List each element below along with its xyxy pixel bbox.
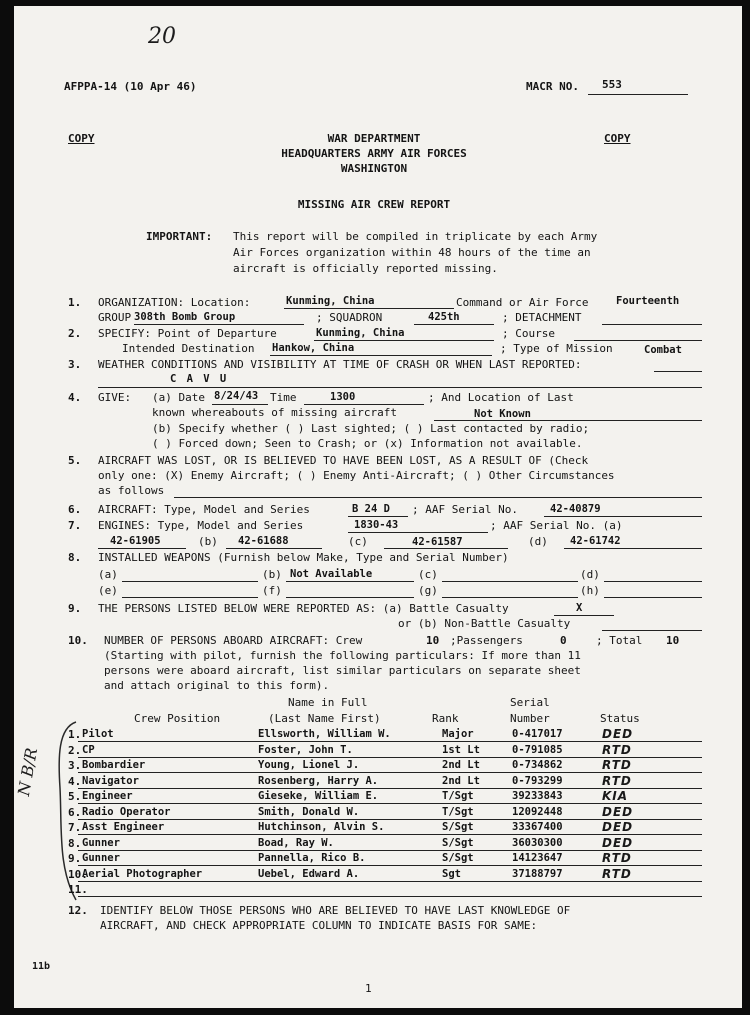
row-number: 9. <box>68 852 82 865</box>
row-rank: S/Sgt <box>442 837 474 849</box>
forced-down-line: ( ) Forced down; Seen to Crash; or (x) Information not available. <box>152 437 583 450</box>
engine-c-value: 42-61587 <box>412 536 463 548</box>
important-line-2: Air Forces organization within 48 hours of the time an <box>233 246 591 259</box>
weapon-f-label: (f) <box>262 584 282 597</box>
weapon-c-label: (c) <box>418 568 438 581</box>
headquarters-name: HEADQUARTERS ARMY AIR FORCES <box>281 147 467 160</box>
row-number: 4. <box>68 775 82 788</box>
row-position: Radio Operator <box>82 806 171 818</box>
passengers-label: ;Passengers <box>450 634 523 647</box>
footer-left-mark: 11b <box>32 961 51 972</box>
row-status: RTD <box>602 774 632 788</box>
macr-label: MACR NO. <box>526 80 579 93</box>
whereabouts-value: Not Known <box>474 408 531 420</box>
page-title: MISSING AIR CREW REPORT <box>297 198 451 211</box>
row-name: Uebel, Edward A. <box>258 868 360 880</box>
row-position: Aerial Photographer <box>82 868 203 880</box>
engine-c-label: (c) <box>348 535 368 548</box>
date-value: 8/24/43 <box>214 390 259 402</box>
copy-right: COPY <box>604 132 631 145</box>
departure-value: Kunming, China <box>316 327 405 339</box>
weapons-value: Not Available <box>290 568 373 580</box>
row-number: 2. <box>68 744 82 757</box>
header-status: Status <box>600 712 640 725</box>
row-rank: T/Sgt <box>442 806 474 818</box>
row-rank: 2nd Lt <box>442 775 480 787</box>
command-value: Fourteenth <box>616 295 680 307</box>
important-line-3: aircraft is officially reported missing. <box>233 262 498 275</box>
row-rule <box>78 881 702 882</box>
aircraft-serial-label: ; AAF Serial No. <box>412 503 518 516</box>
item-1-number: 1. <box>68 296 82 309</box>
important-line-1: This report will be compiled in triplicate by each Army <box>233 230 598 243</box>
location-value: Kunming, China <box>286 295 375 307</box>
weapon-h-label: (h) <box>580 584 600 597</box>
row-name: Rosenberg, Harry A. <box>258 775 379 787</box>
row-status: KIA <box>602 789 629 803</box>
engines-label: ENGINES: Type, Model and Series <box>98 519 304 532</box>
row-rank: 1st Lt <box>442 744 480 756</box>
row-serial: 0-734862 <box>512 759 563 771</box>
row-rule <box>78 772 702 773</box>
weapon-g-label: (g) <box>418 584 438 597</box>
row-status: RTD <box>602 851 632 865</box>
detachment-label: ; DETACHMENT <box>502 311 582 324</box>
row-status: RTD <box>602 867 632 881</box>
persons-aboard-label: NUMBER OF PERSONS ABOARD AIRCRAFT: Crew <box>104 634 363 647</box>
form-id: AFPPA-14 (10 Apr 46) <box>64 80 197 93</box>
item-2-number: 2. <box>68 327 82 340</box>
row-serial: 39233843 <box>512 790 563 802</box>
row-rule <box>78 741 702 742</box>
row-status: RTD <box>602 758 632 772</box>
header-last-name-first: (Last Name First) <box>268 712 381 725</box>
header-serial: Serial <box>510 696 550 709</box>
row-serial: 36030300 <box>512 837 563 849</box>
group-value: 308th Bomb Group <box>134 311 236 323</box>
engine-serial-label: ; AAF Serial No. (a) <box>490 519 623 532</box>
header-number: Number <box>510 712 550 725</box>
reported-as-label: THE PERSONS LISTED BELOW WERE REPORTED AS: (a) Battle Casualty <box>98 602 509 615</box>
command-label: Command or Air Force <box>456 296 589 309</box>
row-number: 3. <box>68 759 82 772</box>
row-name: Foster, John T. <box>258 744 353 756</box>
row-rank: S/Sgt <box>442 852 474 864</box>
non-battle-label: or (b) Non-Battle Casualty <box>398 617 571 630</box>
item-9-number: 9. <box>68 602 82 615</box>
give-label: GIVE: <box>98 391 132 404</box>
course-label: ; Course <box>502 327 555 340</box>
particulars-line-1: (Starting with pilot, furnish the following particulars: If more than 11 <box>104 649 581 662</box>
specify-line: (b) Specify whether ( ) Last sighted; ( ) Last contacted by radio; <box>152 422 590 435</box>
row-status: DED <box>602 836 634 850</box>
battle-casualty-mark: X <box>576 602 583 614</box>
row-number: 10. <box>68 868 88 881</box>
aircraft-type-value: B 24 D <box>352 503 390 515</box>
loss-cause-line-3: as follows <box>98 484 165 497</box>
row-position: Gunner <box>82 837 120 849</box>
engine-b-label: (b) <box>198 535 218 548</box>
date-label: (a) Date <box>152 391 205 404</box>
item-7-number: 7. <box>68 519 82 532</box>
weapon-e-label: (e) <box>98 584 118 597</box>
total-label: ; Total <box>596 634 643 647</box>
row-rank: Sgt <box>442 868 461 880</box>
item-10-number: 10. <box>68 634 88 647</box>
weapon-b-label: (b) <box>262 568 282 581</box>
row-status: DED <box>602 805 634 819</box>
engine-a-value: 42-61905 <box>110 535 161 547</box>
item-4-number: 4. <box>68 391 82 404</box>
row-serial: 0-791085 <box>512 744 563 756</box>
group-label: GROUP <box>98 311 132 324</box>
row-name: Young, Lionel J. <box>258 759 360 771</box>
row-rank: S/Sgt <box>442 821 474 833</box>
squadron-value: 425th <box>428 311 460 323</box>
time-label: Time <box>270 391 297 404</box>
identify-line-2: AIRCRAFT, AND CHECK APPROPRIATE COLUMN TO INDICATE BASIS FOR SAME: <box>100 919 538 932</box>
row-number: 6. <box>68 806 82 819</box>
row-name: Boad, Ray W. <box>258 837 334 849</box>
row-name: Gieseke, William E. <box>258 790 379 802</box>
row-status: DED <box>602 727 634 741</box>
loss-cause-line-2: only one: (X) Enemy Aircraft; ( ) Enemy Anti-Aircraft; ( ) Other Circumstances <box>98 469 615 482</box>
row-number: 11. <box>68 883 88 896</box>
row-serial: 0-417017 <box>512 728 563 740</box>
row-serial: 0-793299 <box>512 775 563 787</box>
weather-value: C A V U <box>170 373 229 385</box>
row-name: Ellsworth, William W. <box>258 728 391 740</box>
identify-line-1: IDENTIFY BELOW THOSE PERSONS WHO ARE BELIEVED TO HAVE LAST KNOWLEDGE OF <box>100 904 571 917</box>
departure-label: SPECIFY: Point of Departure <box>98 327 277 340</box>
row-position: Navigator <box>82 775 139 787</box>
row-rank: Major <box>442 728 474 740</box>
row-serial: 33367400 <box>512 821 563 833</box>
row-number: 7. <box>68 821 82 834</box>
aircraft-serial-value: 42-40879 <box>550 503 601 515</box>
row-number: 5. <box>68 790 82 803</box>
row-rank: 2nd Lt <box>442 759 480 771</box>
particulars-line-2: persons were aboard aircraft, list similar particulars on separate sheet <box>104 664 581 677</box>
weather-label: WEATHER CONDITIONS AND VISIBILITY AT TIME OF CRASH OR WHEN LAST REPORTED: <box>98 358 582 371</box>
row-name: Pannella, Rico B. <box>258 852 366 864</box>
row-serial: 37188797 <box>512 868 563 880</box>
row-serial: 14123647 <box>512 852 563 864</box>
item-3-number: 3. <box>68 358 82 371</box>
page-mark: 20 <box>148 24 176 49</box>
row-position: Engineer <box>82 790 133 802</box>
city-name: WASHINGTON <box>340 162 408 175</box>
organization-label: ORGANIZATION: Location: <box>98 296 251 309</box>
aircraft-label: AIRCRAFT: Type, Model and Series <box>98 503 310 516</box>
row-position: CP <box>82 744 95 756</box>
row-position: Bombardier <box>82 759 146 771</box>
time-value: 1300 <box>330 391 356 403</box>
particulars-line-3: and attach original to this form). <box>104 679 330 692</box>
row-rule <box>78 834 702 835</box>
destination-value: Hankow, China <box>272 342 355 354</box>
copy-left: COPY <box>68 132 95 145</box>
weapons-label: INSTALLED WEAPONS (Furnish below Make, Type and Serial Number) <box>98 551 509 564</box>
engine-type-value: 1830-43 <box>354 519 399 531</box>
header-crew-position: Crew Position <box>134 712 221 725</box>
row-name: Smith, Donald W. <box>258 806 360 818</box>
weapon-a-label: (a) <box>98 568 118 581</box>
page-number: 1 <box>365 982 372 995</box>
document-page <box>14 6 742 1008</box>
row-number: 1. <box>68 728 82 741</box>
last-location-label: ; And Location of Last <box>428 391 574 404</box>
side-note: N B/R <box>14 746 42 798</box>
item-8-number: 8. <box>68 551 82 564</box>
row-serial: 12092448 <box>512 806 563 818</box>
item-12-number: 12. <box>68 904 88 917</box>
squadron-label: ; SQUADRON <box>316 311 383 324</box>
header-rank: Rank <box>432 712 459 725</box>
engine-d-value: 42-61742 <box>570 535 621 547</box>
department-name: WAR DEPARTMENT <box>327 132 421 145</box>
passengers-count: 0 <box>560 634 567 647</box>
engine-d-label: (d) <box>528 535 548 548</box>
macr-number: 553 <box>602 78 622 91</box>
row-rule <box>78 896 702 897</box>
mission-value: Combat <box>644 344 682 356</box>
mission-label: ; Type of Mission <box>500 342 613 355</box>
destination-label: Intended Destination <box>122 342 255 355</box>
important-label: IMPORTANT: <box>146 230 213 243</box>
row-position: Pilot <box>82 728 114 740</box>
row-status: RTD <box>602 743 632 757</box>
row-status: DED <box>602 820 634 834</box>
item-5-number: 5. <box>68 454 82 467</box>
total-count: 10 <box>666 634 680 647</box>
row-rule <box>78 865 702 866</box>
engine-b-value: 42-61688 <box>238 535 289 547</box>
item-6-number: 6. <box>68 503 82 516</box>
row-name: Hutchinson, Alvin S. <box>258 821 385 833</box>
loss-cause-line-1: AIRCRAFT WAS LOST, OR IS BELIEVED TO HAVE BEEN LOST, AS A RESULT OF (Check <box>98 454 589 467</box>
header-name-in-full: Name in Full <box>288 696 368 709</box>
weapon-d-label: (d) <box>580 568 600 581</box>
crew-count: 10 <box>426 634 440 647</box>
row-number: 8. <box>68 837 82 850</box>
whereabouts-label: known whereabouts of missing aircraft <box>152 406 398 419</box>
row-position: Gunner <box>82 852 120 864</box>
row-position: Asst Engineer <box>82 821 165 833</box>
row-rank: T/Sgt <box>442 790 474 802</box>
row-rule <box>78 803 702 804</box>
